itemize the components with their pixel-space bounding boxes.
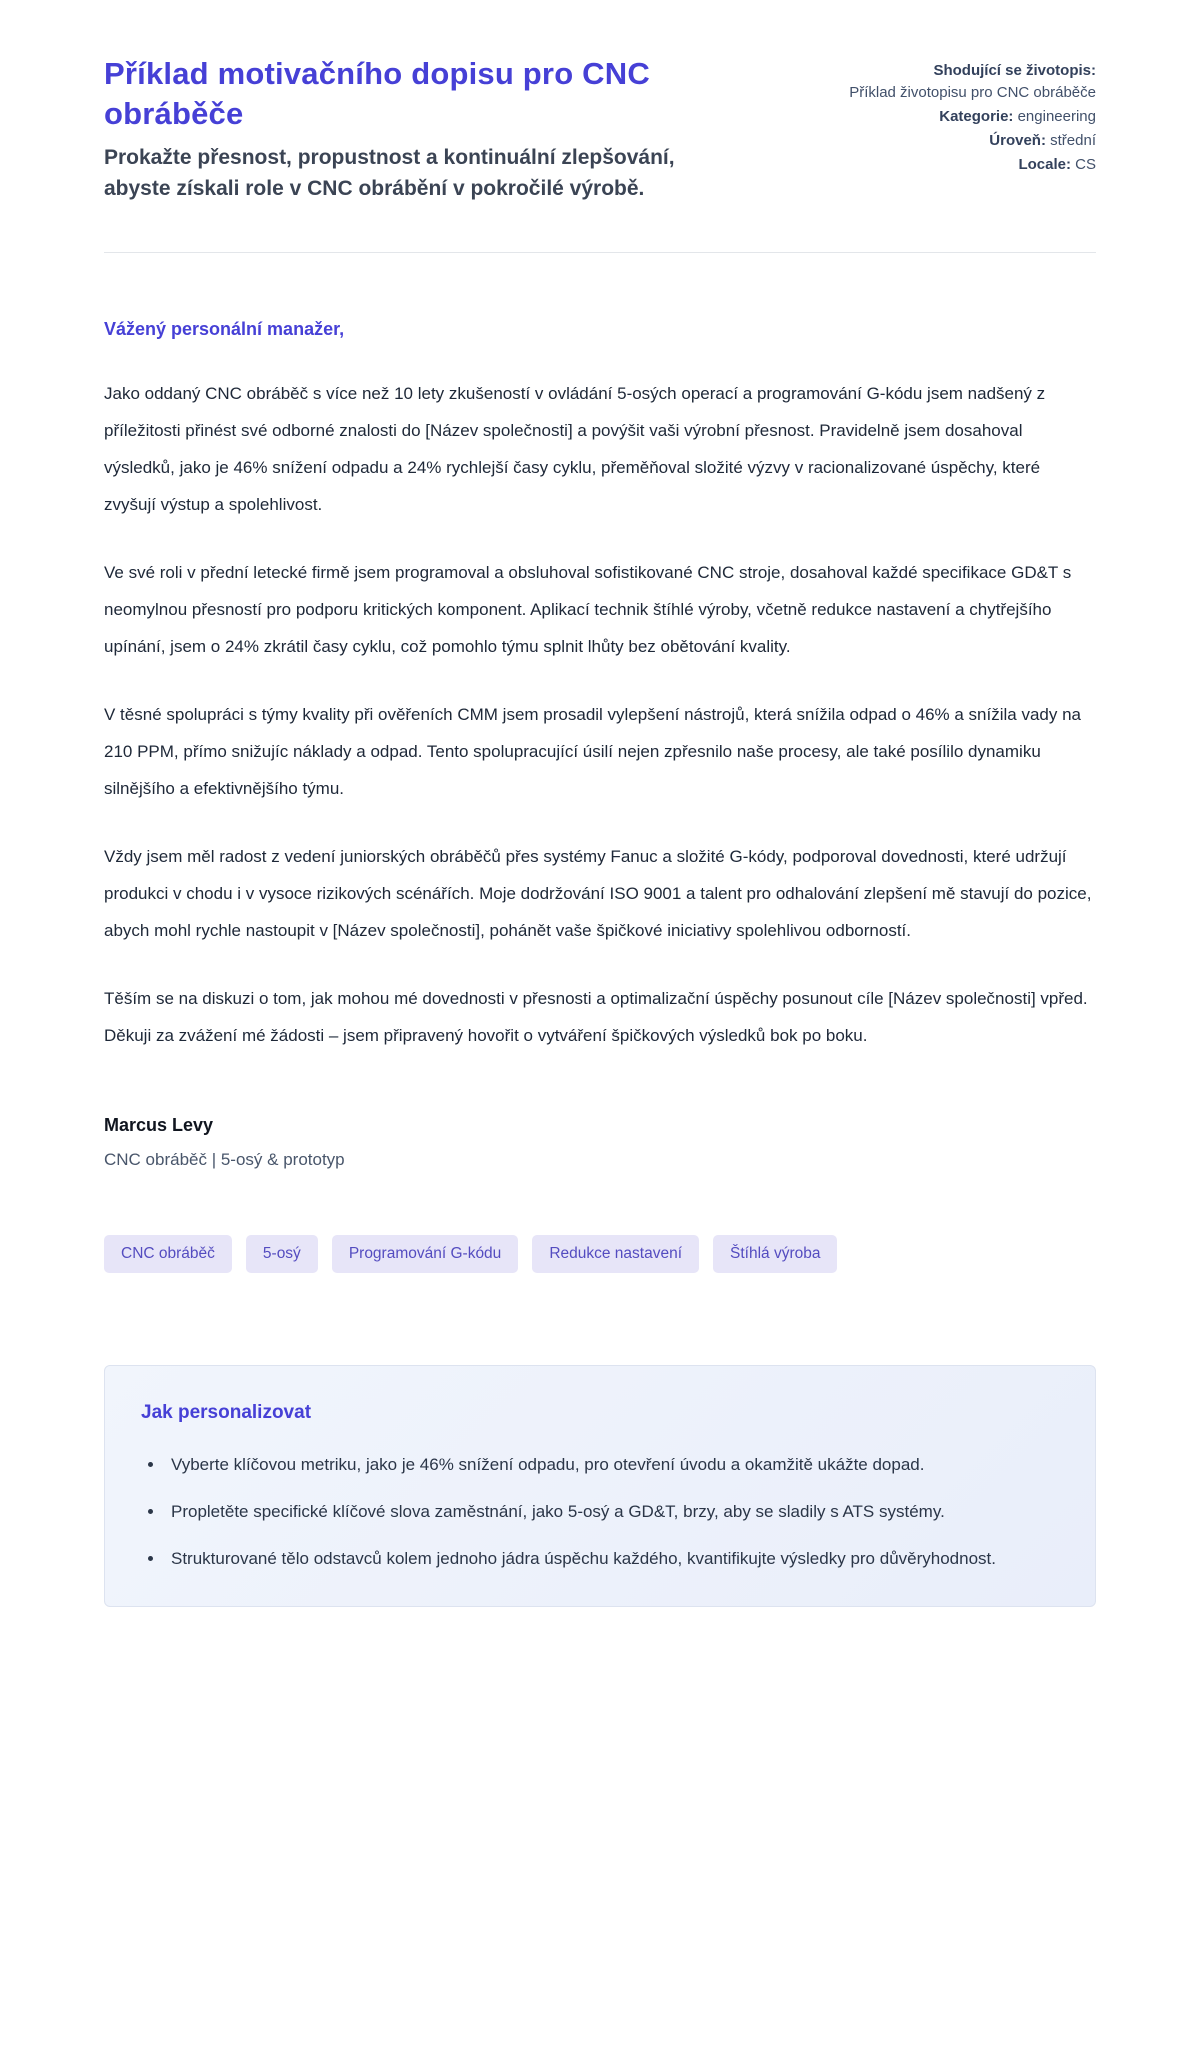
keyword-tag: Redukce nastavení [532, 1235, 699, 1273]
letter-greeting: Vážený personální manažer, [104, 319, 345, 339]
header-title-block [104, 54, 704, 204]
tip-item: • Vyberte klíčovou metriku, jako je 46% snížení odpadu, pro otevření úvodu a okamžitě ukážte dopad. [165, 1448, 1059, 1482]
meta-level [776, 130, 1096, 152]
meta-locale-value: CS [1075, 156, 1096, 173]
page-subtitle: Prokažte přesnost, propustnost a kontinuální zlepšování, abyste získali role v CNC obrábění v pokročilé výrobě. [104, 146, 675, 200]
tip-item: • Strukturované tělo odstavců kolem jednoho jádra úspěchu každého, kvantifikujte výsledky pro důvěryhodnost. [165, 1542, 1059, 1576]
signature-name: Marcus Levy [104, 1115, 214, 1135]
meta-matching-resume [776, 60, 1096, 104]
letter-paragraph: Jako oddaný CNC obráběč s více než 10 lety zkušeností v ovládání 5-osých operací a programování G-kódu jsem nadšený z příležitosti přinést své odborné znalosti do [Název společnosti] a povýšit vaši výrobní přesnost. Pravidelně jsem dosahoval výsledků, jako je 46% snížení odpadu a 24% rychlejší časy cyklu, přeměňoval složité výzvy v racionalizované úspěchy, které zvyšují výstup a spolehlivost. [104, 384, 1046, 514]
meta-level-label: Úroveň: [989, 132, 1046, 149]
page-header [104, 54, 1096, 204]
meta-matching-resume-label: Shodující se životopis: [933, 62, 1096, 79]
tips-heading: Jak personalizovat [141, 1402, 312, 1423]
header-divider [104, 252, 1096, 253]
meta-category [776, 106, 1096, 128]
keyword-tag: CNC obráběč [104, 1235, 232, 1273]
letter-paragraph: Těším se na diskuzi o tom, jak mohou mé dovednosti v přesnosti a optimalizační úspěchy posunout cíle [Název společnosti] vpřed. Děkuji za zvážení mé žádosti – jsem připravený hovořit o vytváření špičkových výsledků bok po boku. [104, 989, 1088, 1045]
letter-paragraph: Ve své roli v přední letecké firmě jsem programoval a obsluhoval sofistikované CNC stroje, dosahoval každé specifikace GD&T s neomylnou přesností pro podporu kritických komponent. Aplikací technik štíhlé výroby, včetně redukce nastavení a chytřejšího upínání, jsem o 24% zkrátil časy cyklu, což pomohlo týmu splnit lhůty bez obětování kvality. [104, 563, 1072, 656]
meta-locale [776, 154, 1096, 176]
meta-locale-label: Locale: [1018, 156, 1071, 173]
letter-paragraph: V těsné spolupráci s týmy kvality při ověřeních CMM jsem prosadil vylepšení nástrojů, která snížila odpad o 46% a snížila vady na 210 PPM, přímo snižujíc náklady a odpad. Tento spolupracující úsilí nejen zpřesnilo naše procesy, ale také posílilo dynamiku silnějšího a efektivnějšího týmu. [104, 705, 1082, 798]
keyword-tag: 5-osý [246, 1235, 318, 1273]
page-title: Příklad motivačního dopisu pro CNC obráběče [104, 56, 650, 131]
signature-block [104, 1112, 1096, 1173]
personalization-tips-box [104, 1365, 1096, 1607]
meta-level-value: střední [1050, 132, 1096, 149]
letter-paragraph: Vždy jsem měl radost z vedení juniorských obráběčů přes systémy Fanuc a složité G-kódy, podporoval dovednosti, které udržují produkci v chodu i v vysoce rizikových scénářích. Moje dodržování ISO 9001 a talent pro odhalování zlepšení mě stavují do pozice, abych mohl rychle nastoupit v [Název společnosti], pohánět vaše špičkové iniciativy spolehlivou odborností. [104, 847, 1092, 940]
keyword-tag: Programování G-kódu [332, 1235, 519, 1273]
letter-body [104, 315, 1096, 1173]
tip-item: • Propletěte specifické klíčové slova zaměstnání, jako 5-osý a GD&T, brzy, aby se sladily s ATS systémy. [165, 1495, 1059, 1529]
meta-category-label: Kategorie: [939, 108, 1014, 125]
tips-list [141, 1448, 1059, 1576]
keyword-tag: Štíhlá výroba [713, 1235, 837, 1273]
meta-matching-resume-value: Příklad životopisu pro CNC obráběče [849, 84, 1096, 101]
meta-category-value: engineering [1017, 108, 1096, 125]
letter-paragraphs [104, 375, 1096, 1054]
cover-letter-page [104, 0, 1096, 1607]
keyword-tag-list [104, 1235, 1096, 1273]
meta-panel [776, 54, 1096, 178]
signature-role: CNC obráběč | 5-osý & prototyp [104, 1150, 345, 1169]
